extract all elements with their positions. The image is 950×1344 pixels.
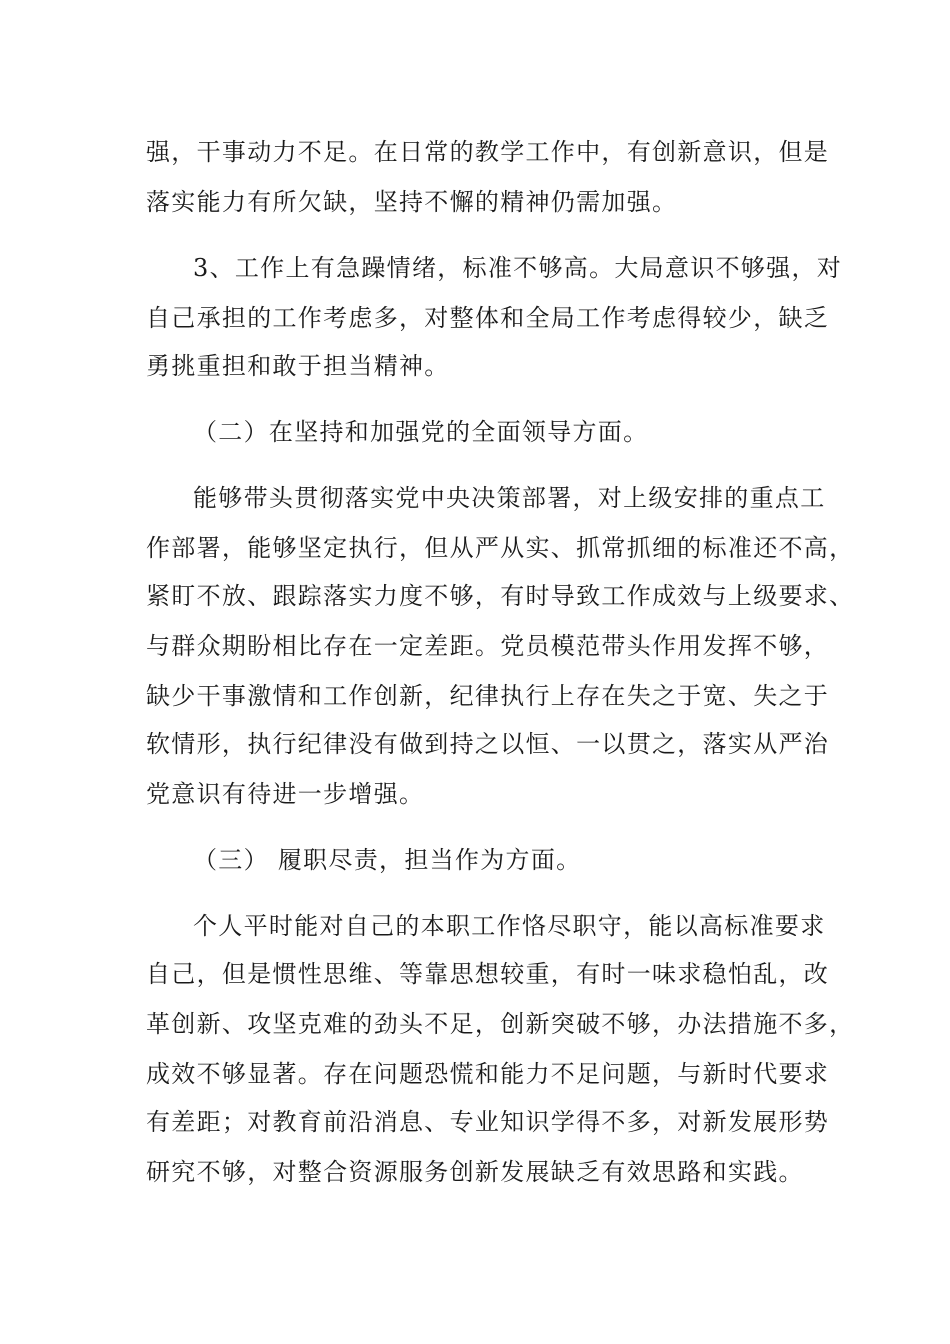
body-text-line: 个人平时能对自己的本职工作恪尽职守，能以高标准要求 — [193, 912, 826, 940]
body-text-line: 自己，但是惯性思维、等靠思想较重，有时一味求稳怕乱，改 — [146, 960, 830, 988]
body-text-line: 自己承担的工作考虑多，对整体和全局工作考虑得较少，缺乏 — [146, 304, 830, 332]
body-text-line: 与群众期盼相比存在一定差距。党员模范带头作用发挥不够， — [146, 632, 830, 660]
body-text-line: 研究不够，对整合资源服务创新发展缺乏有效思路和实践。 — [146, 1158, 804, 1186]
section-heading: （三） 履职尽责，担当作为方面。 — [193, 846, 582, 874]
body-text-line: 3、工作上有急躁情绪，标准不够高。大局意识不够强，对 — [193, 254, 843, 282]
body-text-line: 成效不够显著。存在问题恐慌和能力不足问题，与新时代要求 — [146, 1060, 830, 1088]
body-text-line: 作部署，能够坚定执行，但从严从实、抓常抓细的标准还不高， — [146, 534, 855, 562]
body-text-line: 落实能力有所欠缺，坚持不懈的精神仍需加强。 — [146, 188, 678, 216]
body-text-line: 党意识有待进一步增强。 — [146, 780, 425, 808]
body-text-line: 革创新、攻坚克难的劲头不足，创新突破不够，办法措施不多， — [146, 1010, 855, 1038]
body-text-line: 软情形，执行纪律没有做到持之以恒、一以贯之，落实从严治 — [146, 730, 830, 758]
body-text-line: 能够带头贯彻落实党中央决策部署，对上级安排的重点工 — [193, 484, 826, 512]
body-text-line: 勇挑重担和敢于担当精神。 — [146, 352, 450, 380]
section-heading: （二）在坚持和加强党的全面领导方面。 — [193, 418, 649, 446]
body-text-line: 缺少干事激情和工作创新，纪律执行上存在失之于宽、失之于 — [146, 682, 830, 710]
body-text-line: 强，干事动力不足。在日常的教学工作中，有创新意识，但是 — [146, 138, 830, 166]
body-text-line: 有差距；对教育前沿消息、专业知识学得不多，对新发展形势 — [146, 1108, 830, 1136]
body-text-line: 紧盯不放、跟踪落实力度不够，有时导致工作成效与上级要求、 — [146, 582, 855, 610]
